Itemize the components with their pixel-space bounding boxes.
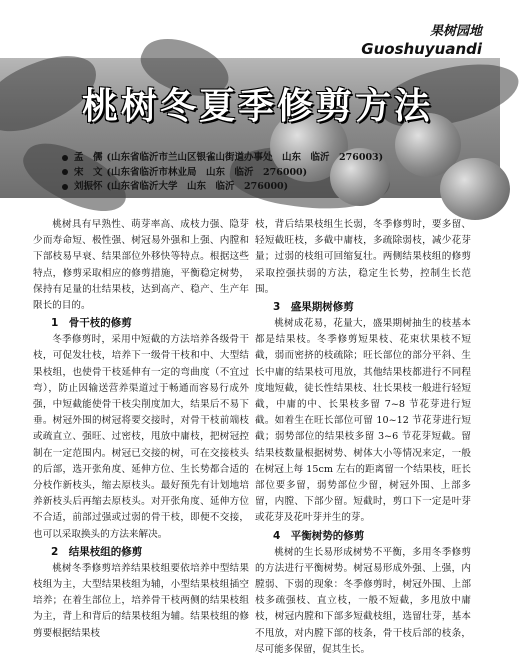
bullet-icon <box>62 155 68 161</box>
body-paragraph: 桃树的生长易形成树势不平衡，多用冬季修剪的方法进行平衡树势。树冠易形成外强、上强，内膛弱、下弱的现象：冬季修剪时，树冠外围、上部枝多疏强枝、直立枝，一般不短截，多甩放中庸枝，树冠内膛和下部多短截枝组，选留壮芽，基本不甩放，对内膛下部的枝条，骨干枝后部的枝条，尽可能多保留，促其生长。 <box>255 546 471 655</box>
author-name: 孟 儒 <box>74 152 103 163</box>
section-heading: 4 平衡树势的修剪 <box>273 529 365 542</box>
author-affiliation: (山东省临沂市林业局 山东 临沂 276000) <box>106 166 308 178</box>
author-affiliation: (山东省临沂大学 山东 临沂 276000) <box>106 181 289 192</box>
section-heading: 3 盛果期树修剪 <box>273 301 354 314</box>
section-heading: 1 骨干枝的修剪 <box>51 317 132 330</box>
author-list <box>62 151 462 195</box>
left-column <box>33 217 249 642</box>
body-paragraph: 枝，背后结果枝组生长弱，冬季修剪时，要多留、轻短截旺枝，多截中庸枝，多疏除弱枝，减少花芽量；过弱的枝组可回缩复壮。两侧结果枝组的修剪采取控强扶弱的方法，稳定生长势，控制生长范围。 <box>255 219 471 295</box>
right-column <box>255 217 471 658</box>
rubric-chinese: 果树园地 <box>429 24 482 39</box>
author-entry <box>62 151 462 166</box>
bullet-icon <box>62 169 68 175</box>
body-paragraph: 冬季修剪时，采用中短截的方法培养各级骨干枝，可促发壮枝，培养下一级骨干枝和中、大型结果枝组，也使骨干枝延伸有一定的弯曲度（不宜过弯），防止因输送营养渠道过于畅通而容易行成外强，中短截能使骨干枝尖削度加大，结果后不易下垂。树冠外围的树冠将要交接时，对骨干枝前端枝或疏直立、强旺、过密枝，甩放中庸枝，把树冠控制在一定范围内。树冠已交接的树，可在交接枝头的后部，选开张角度、延伸方位、生长势都合适的分枝作新枝头，缩去原枝头。最好预先有计划地培养新枝头后再缩去原枝头。对开张角度、延伸方位不合适，前部过强或过弱的骨干枝，即便不交接，也可以采取换头的方法来解决。 <box>33 334 249 540</box>
body-paragraph: 桃树冬季修剪培养结果枝组要依培养中型结果枝组为主，大型结果枝组为辅，小型结果枝组插空培养；在着生部位上，培养骨干枝两侧的结果枝组为主，背上和背后的结果枝组为辅。结果枝组的修剪要根据结果枝 <box>33 562 249 639</box>
bullet-icon <box>62 184 68 190</box>
rubric-pinyin: Guoshuyuandi <box>361 40 482 58</box>
article-title: 桃树冬夏季修剪方法 <box>82 86 434 127</box>
section-heading: 2 结果枝组的修剪 <box>51 545 143 558</box>
author-affiliation: (山东省临沂市兰山区银雀山街道办事处 山东 临沂 276003) <box>106 152 384 163</box>
author-entry <box>62 180 462 195</box>
author-entry <box>62 166 462 181</box>
author-name: 刘振怀 <box>74 181 103 192</box>
author-name: 宋 文 <box>74 166 103 178</box>
section-rubric <box>361 20 482 58</box>
body-paragraph: 桃树成花易，花量大，盛果期树抽生的枝基本都是结果枝。冬季修剪短果枝、花束状果枝不短截，弱而密挤的枝疏除；旺长部位的部分平斜、生长中庸的结果枝可甩放，其他结果枝都进行不同程度地短截，徒长性结果枝、壮长果枝一般进行轻短截，中庸的中、长果枝多留 7~8 节花芽进行短截。如着生在旺长部位可留 10~12 节花芽进行短截；弱势部位的结果枝多留 3~6 节花芽短截。留结果枝数量根据树势、树体大小等情况来定，一般在树冠上每 15cm 左右的距离留一个结果枝，旺长部位要多留，弱势部位少留，树冠外围、上部多留，内膛、下部少留。短截时，剪口下一定是叶芽或花芽及花叶芽并生的芽。 <box>255 318 471 524</box>
body-paragraph: 桃树具有早熟性、萌芽率高、成枝力强、隐芽少而寿命短、极性强、树冠易外强和上强、内膛和下部枝易早衰、结果部位外移快等特点。根据这些特点，修剪采取相应的修剪措施，平衡稳定树势，保持有足量的壮结果枝，达到高产、稳产、生产年限长的目的。 <box>33 219 249 312</box>
